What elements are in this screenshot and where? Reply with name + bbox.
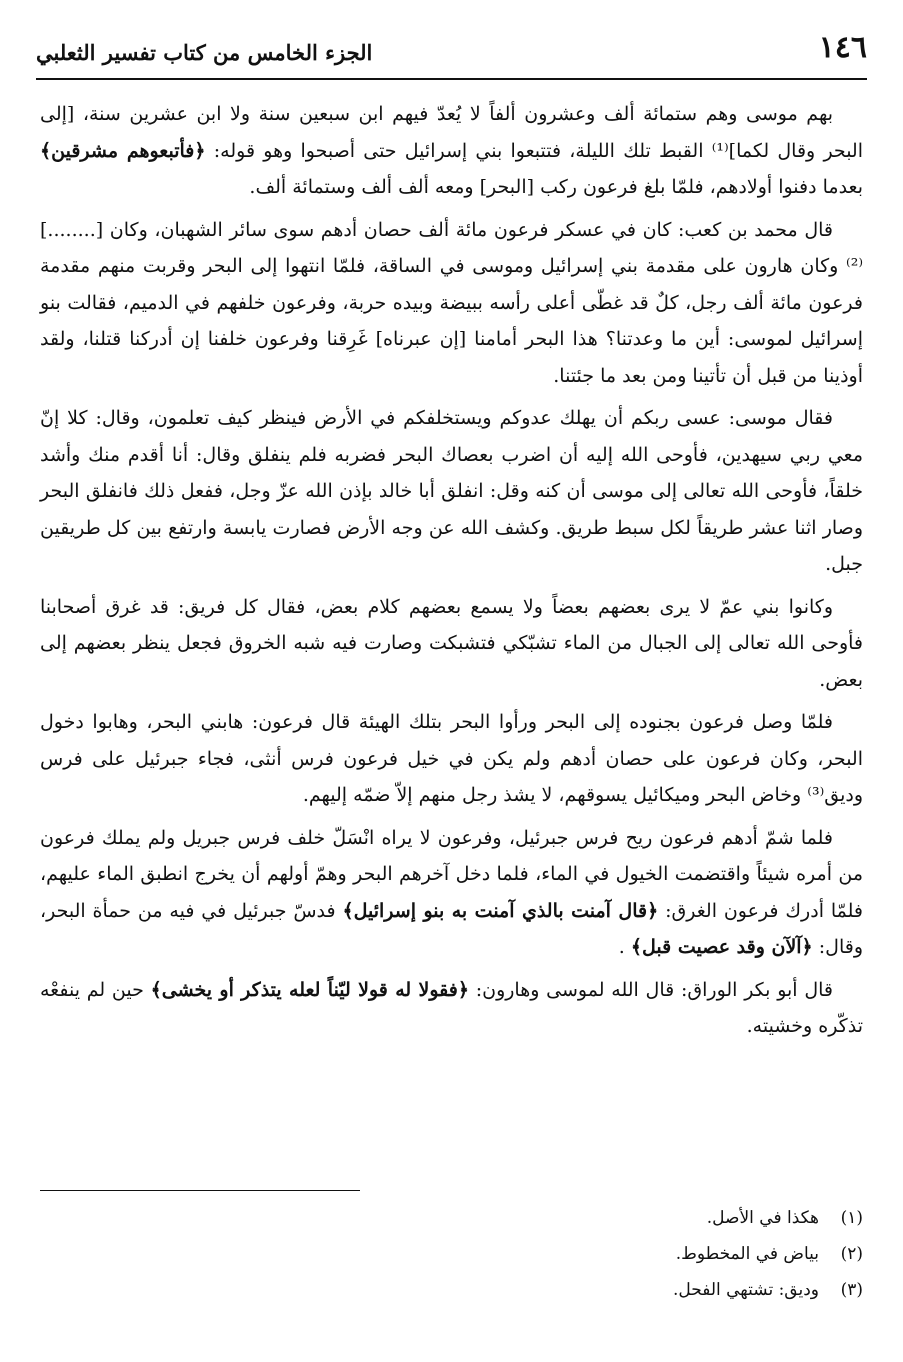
- paragraph-text: بهم موسى وهم ستمائة ألف وعشرون ألفاً لا يُعدّ فيهم ابن سبعين سنة ولا ابن عشرين سنة، [إلى البحر وقال لكما]⁽¹⁾ القبط تلك الليلة، فتتبعوا بني إسرائيل حتى أصبحوا وهو قوله:: [40, 103, 864, 162]
- quran-quote: ﴿آلآن وقد عصيت قبل﴾: [630, 936, 813, 958]
- quran-quote: ﴿فقولا له قولا ليّناً لعله يتذكر أو يخشى﴾: [150, 978, 469, 1001]
- footnotes: [40, 1200, 863, 1308]
- paragraph: [40, 820, 863, 966]
- page-number: ١٤٦: [818, 30, 867, 65]
- footnote-mark: (١): [840, 1208, 863, 1228]
- paragraph-text: فلما شمّ أدهم فرعون ريح فرس جبرئيل، وفرعون لا يراه انْسَلّ خلف فرس جبريل ولم يملك فرعون من أمره شيئاً واقتضمت الخيول في الماء، فلما دخل آخرهم البحر وهمّ أولهم أن يخرج انطبق الماء عليهم، فلمّا أدرك فرعون الغرق:: [40, 826, 863, 922]
- paragraph-text: حين لم ينفعْه تذكّره وخشيته.: [40, 978, 863, 1037]
- paragraph: [40, 972, 863, 1045]
- running-title: الجزء الخامس من كتاب تفسير الثعلبي: [36, 40, 373, 65]
- paragraph-text: بعدما دفنوا أولادهم، فلمّا بلغ فرعون ركب [البحر] ومعه ألف ألف وستمائة ألف.: [249, 176, 863, 198]
- paragraph: [40, 96, 863, 206]
- footnote-mark: (٣): [840, 1280, 863, 1300]
- footnote-separator: [40, 1190, 360, 1191]
- footnote: [40, 1200, 863, 1236]
- quran-quote: ﴿فأتبعوهم مشرقين﴾: [40, 139, 206, 162]
- paragraph-text: قال محمد بن كعب: كان في عسكر فرعون مائة ألف حصان أدهم سوى سائر الشهبان، وكان [........]⁽²⁾ وكان هارون على مقدمة بني إسرائيل وموسى في الساقة، فلمّا انتهوا إلى البحر وقربت منهم مقدمة فرعون مائة ألف رجل، كلٌ قد غطّى أعلى رأسه ببيضة وبيده حربة، وفرعون خلفهم في الدميم، فقالت بنو إسرائيل لموسى: أين ما وعدتنا؟ هذا البحر أمامنا [إن عبرناه] غَرِقنا وفرعون خلفنا إن أدركنا قتلنا، ولقد أوذينا من قبل أن تأتينا ومن بعد ما جئتنا.: [40, 218, 863, 387]
- paragraph-text: فلمّا وصل فرعون بجنوده إلى البحر ورأوا البحر بتلك الهيئة قال فرعون: هابني البحر، وهابوا دخول البحر، وكان فرعون على حصان أدهم ولم يكن في خيل فرعون فرس أنثى، فجاء جبرئيل على فرس وديق⁽³⁾ وخاض البحر وميكائيل يسوقهم، لا يشذ رجل منهم إلاّ ضمّه إليهم.: [40, 711, 863, 806]
- paragraph-text: فقال موسى: عسى ربكم أن يهلك عدوكم ويستخلفكم في الأرض فينظر كيف تعلمون، وقال: كلا إنّ معي ربي سيهدين، فأوحى الله إليه أن اضرب بعصاك البحر فضربه فلم ينفلق وقال: أنا أقدم منك وأشد خلقاً، فأوحى الله تعالى إلى موسى أن كنه وقل: انفلق أبا خالد بإذن الله عزّ وجل، ففعل ذلك فانفلق البحر وصار اثنا عشر طريقاً لكل سبط طريق. وكشف الله عن وجه الأرض فصارت يابسة وارتفع بين كل طريقين جبل.: [40, 407, 863, 575]
- paragraph: [40, 400, 863, 583]
- paragraph: [40, 212, 863, 395]
- page-header: [36, 26, 867, 80]
- footnote-text: بياض في المخطوط.: [675, 1244, 819, 1264]
- paragraph-text: فدسّ جبرئيل في فيه من حمأة البحر، وقال:: [40, 899, 863, 958]
- footnote: [40, 1236, 863, 1272]
- paragraph: [40, 589, 863, 699]
- paragraph-text: .: [618, 936, 631, 958]
- paragraph: [40, 704, 863, 814]
- footnote-text: هكذا في الأصل.: [706, 1208, 819, 1228]
- footnote: [40, 1272, 863, 1308]
- footnote-mark: (٢): [840, 1244, 863, 1264]
- paragraph-text: وكانوا بني عمّ لا يرى بعضهم بعضاً ولا يسمع بعضهم كلام بعض، فقال كل فريق: قد غرق أصحابنا فأوحى الله تعالى إلى الجبال من الماء تشبّكي فتشبكت وصارت فيه شبه الخروق فجعل ينظر بعضهم إلى بعض.: [40, 595, 863, 691]
- quran-quote: ﴿قال آمنت بالذي آمنت به بنو إسرائيل﴾: [342, 899, 659, 922]
- footnote-text: وديق: تشتهي الفحل.: [672, 1280, 819, 1300]
- page-body: [40, 96, 863, 1051]
- paragraph-text: قال أبو بكر الوراق: قال الله لموسى وهارون:: [468, 978, 834, 1001]
